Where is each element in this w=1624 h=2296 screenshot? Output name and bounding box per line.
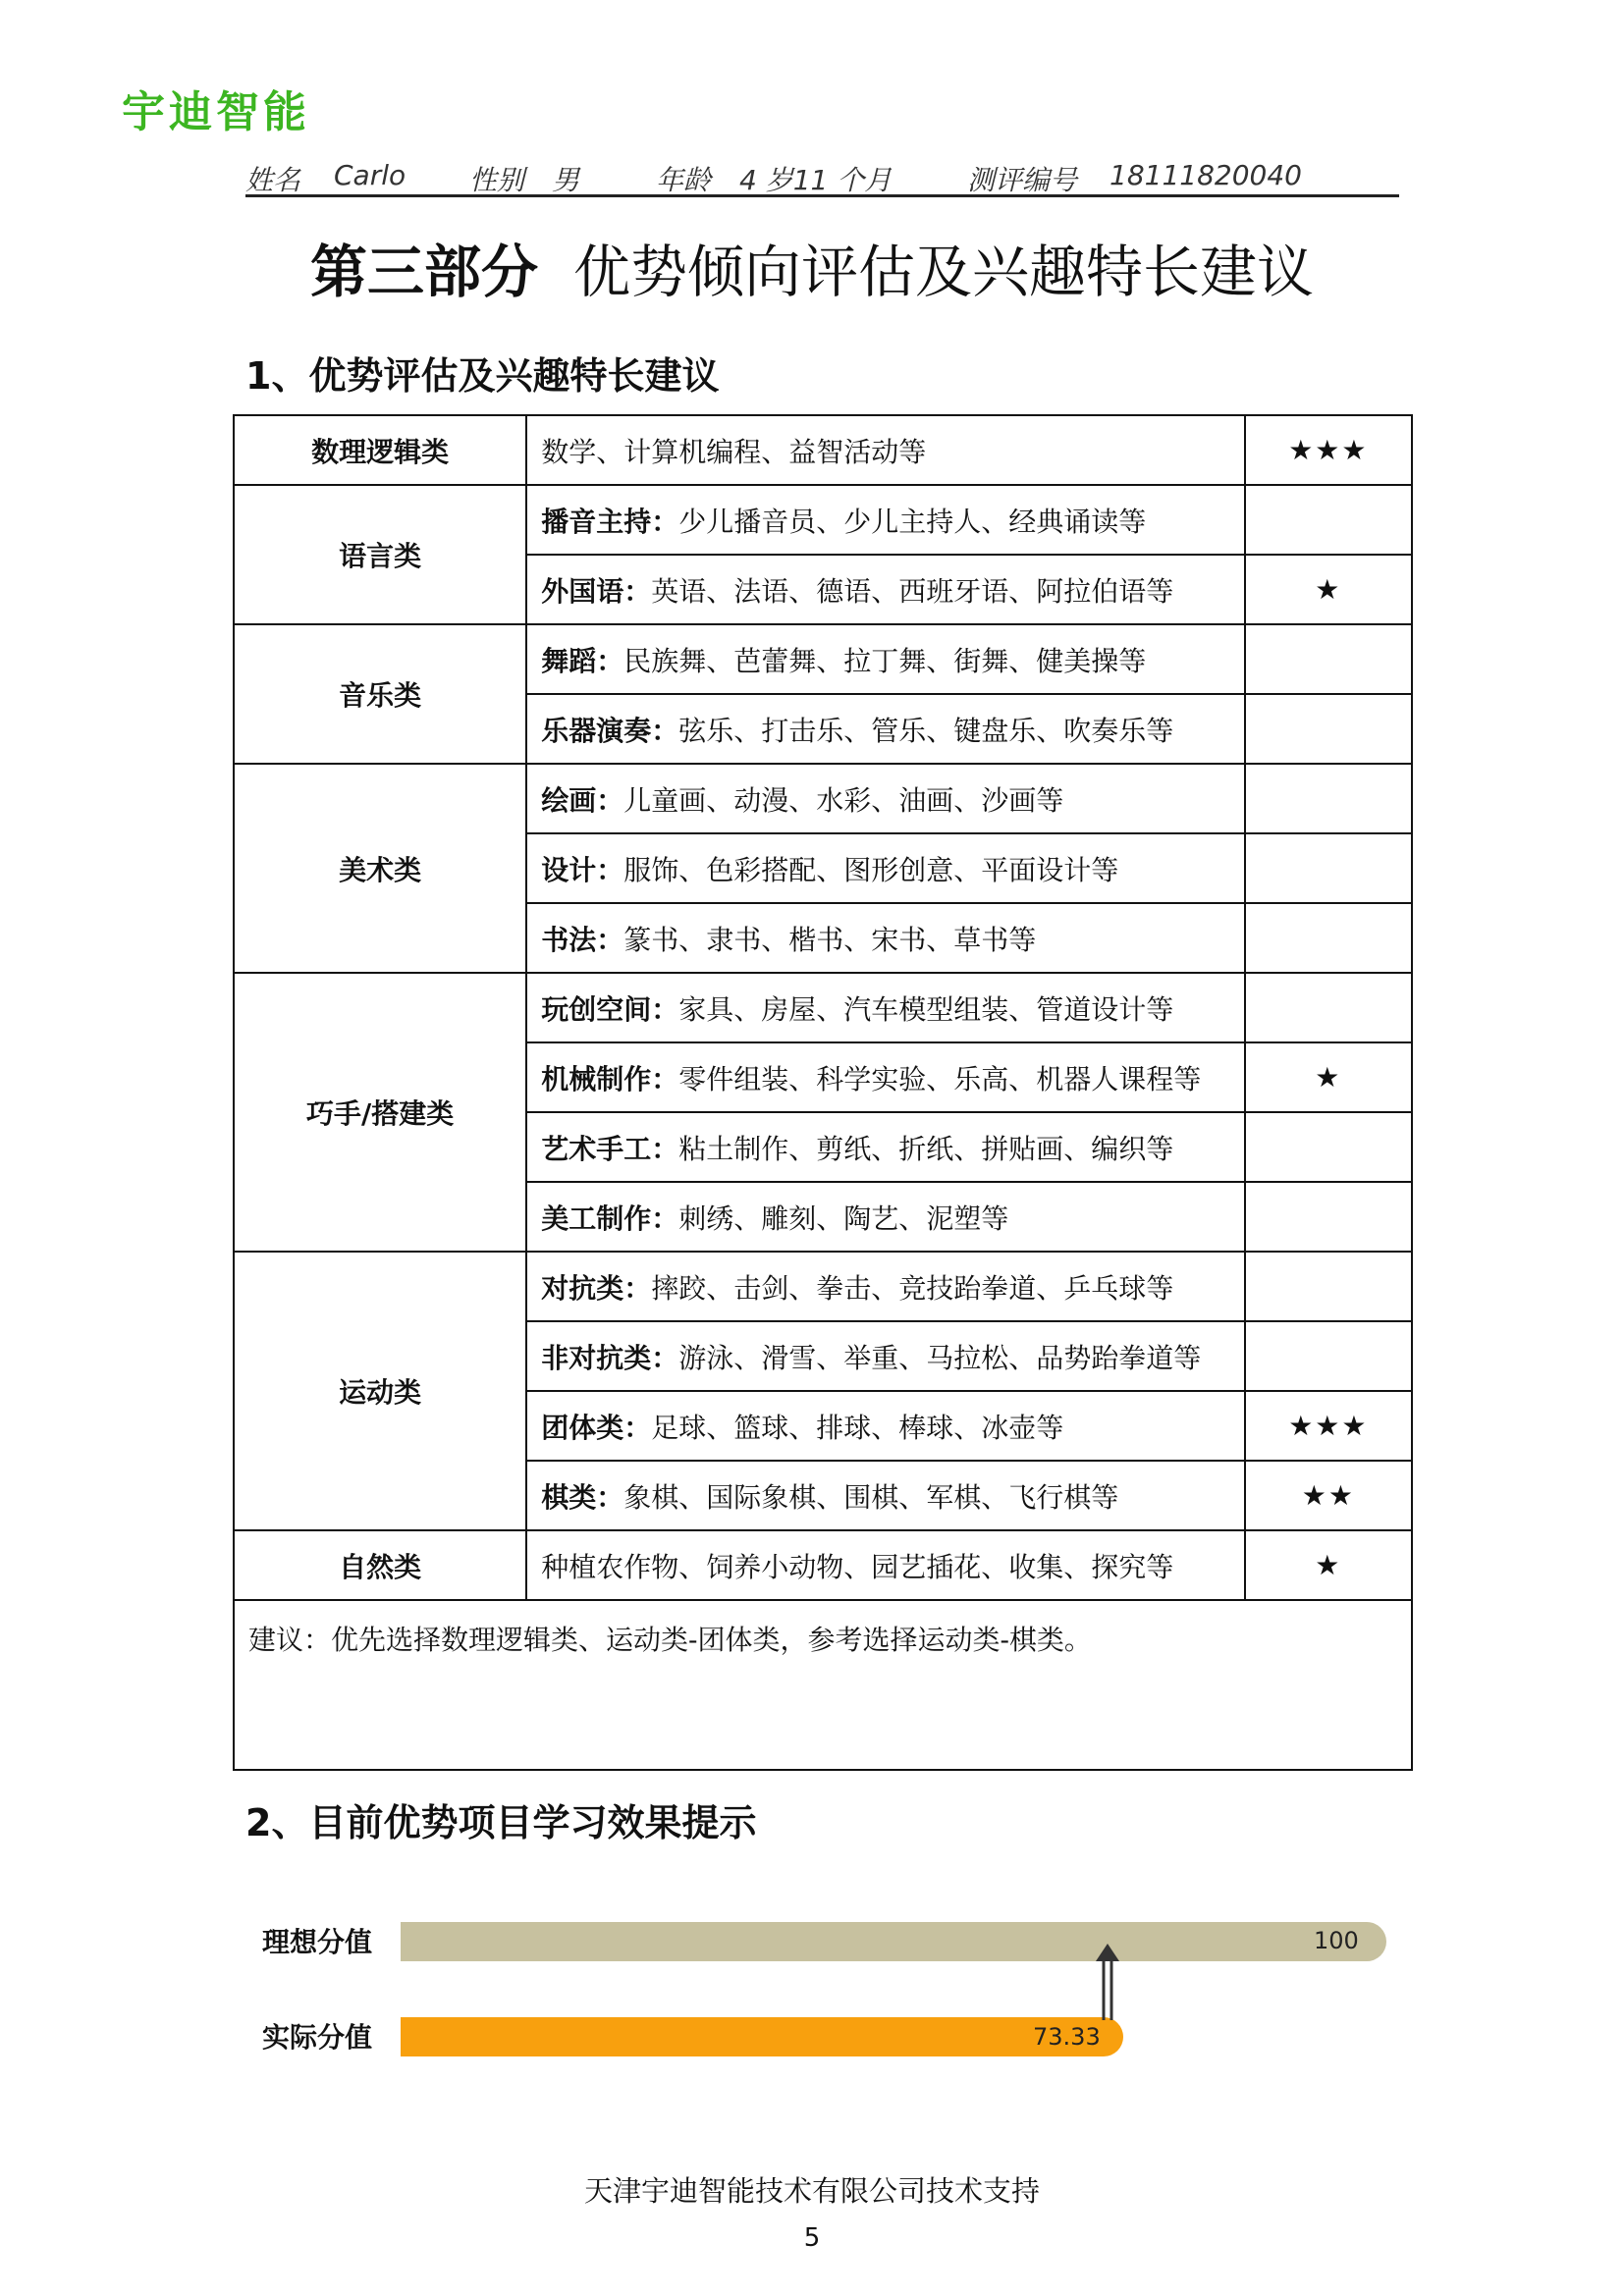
category-cell: 语言类 <box>234 485 526 624</box>
star-rating: ★ <box>1245 1530 1412 1600</box>
actual-score-value: 73.33 <box>1033 2023 1101 2051</box>
description-cell <box>526 415 1244 485</box>
test-id-value: 18111820040 <box>1110 159 1302 191</box>
table-row <box>234 415 1412 485</box>
star-rating <box>1245 833 1412 903</box>
description-text: 弦乐、打击乐、管乐、键盘乐、吹奏乐等 <box>678 714 1174 747</box>
description-cell <box>526 694 1244 764</box>
category-cell: 运动类 <box>234 1252 526 1530</box>
subcategory-label: 播音主持： <box>541 505 679 538</box>
subcategory-label: 对抗类： <box>541 1271 652 1305</box>
advice-text: 建议：优先选择数理逻辑类、运动类-团体类，参考选择运动类-棋类。 <box>234 1600 1412 1770</box>
description-text: 英语、法语、德语、西班牙语、阿拉伯语等 <box>651 574 1174 608</box>
student-info-bar <box>245 157 1399 197</box>
table-row <box>234 973 1412 1042</box>
category-cell: 美术类 <box>234 764 526 973</box>
star-rating <box>1245 1252 1412 1321</box>
star-rating <box>1245 624 1412 694</box>
subcategory-label: 舞蹈： <box>541 644 624 677</box>
star-rating <box>1245 764 1412 833</box>
description-text: 数学、计算机编程、益智活动等 <box>541 435 927 468</box>
category-cell: 音乐类 <box>234 624 526 764</box>
title-text: 优势倾向评估及兴趣特长建议 <box>573 239 1315 305</box>
description-text: 刺绣、雕刻、陶艺、泥塑等 <box>678 1201 1009 1235</box>
advice-row <box>234 1600 1412 1770</box>
age-value: 4 岁11 个月 <box>739 164 893 196</box>
table-row <box>234 485 1412 555</box>
description-text: 服饰、色彩搭配、图形创意、平面设计等 <box>623 853 1119 886</box>
star-rating <box>1245 694 1412 764</box>
description-cell <box>526 1252 1244 1321</box>
description-text: 粘土制作、剪纸、折纸、拼贴画、编织等 <box>678 1132 1174 1165</box>
table-row <box>234 1530 1412 1600</box>
category-cell: 巧手/搭建类 <box>234 973 526 1252</box>
subcategory-label: 乐器演奏： <box>541 714 679 747</box>
description-cell <box>526 1461 1244 1530</box>
description-cell <box>526 624 1244 694</box>
subcategory-label: 玩创空间： <box>541 992 679 1026</box>
score-arrow-icon <box>1090 1944 1129 2022</box>
page-title <box>0 226 1624 308</box>
subcategory-label: 绘画： <box>541 783 624 817</box>
ideal-score-bar <box>401 1922 1386 1961</box>
assessment-table <box>233 414 1413 1771</box>
section1-heading: 1、优势评估及兴趣特长建议 <box>245 354 720 398</box>
subcategory-label: 非对抗类： <box>541 1341 679 1374</box>
star-rating: ★★★ <box>1245 1391 1412 1461</box>
description-text: 种植农作物、饲养小动物、园艺插花、收集、探究等 <box>541 1550 1174 1583</box>
description-cell <box>526 833 1244 903</box>
category-cell: 数理逻辑类 <box>234 415 526 485</box>
description-text: 零件组装、科学实验、乐高、机器人课程等 <box>678 1062 1202 1095</box>
star-rating <box>1245 973 1412 1042</box>
description-text: 摔跤、击剑、拳击、竞技跆拳道、乒乓球等 <box>651 1271 1174 1305</box>
subcategory-label: 美工制作： <box>541 1201 679 1235</box>
subcategory-label: 团体类： <box>541 1411 652 1444</box>
subcategory-label: 机械制作： <box>541 1062 679 1095</box>
star-rating: ★ <box>1245 1042 1412 1112</box>
description-text: 游泳、滑雪、举重、马拉松、品势跆拳道等 <box>678 1341 1202 1374</box>
footer-company: 天津宇迪智能技术有限公司技术支持 <box>583 2174 1040 2208</box>
table-row <box>234 764 1412 833</box>
star-rating <box>1245 1112 1412 1182</box>
description-text: 篆书、隶书、楷书、宋书、草书等 <box>623 923 1037 956</box>
description-cell <box>526 903 1244 973</box>
subcategory-label: 艺术手工： <box>541 1132 679 1165</box>
description-cell <box>526 1182 1244 1252</box>
subcategory-label: 设计： <box>541 853 624 886</box>
name-label: 姓名 <box>245 164 301 196</box>
description-text: 民族舞、芭蕾舞、拉丁舞、街舞、健美操等 <box>623 644 1147 677</box>
subcategory-label: 外国语： <box>541 574 652 608</box>
test-id-label: 测评编号 <box>967 164 1078 196</box>
actual-score-label: 实际分值 <box>262 2021 373 2054</box>
description-cell <box>526 485 1244 555</box>
description-cell <box>526 764 1244 833</box>
star-rating <box>1245 903 1412 973</box>
table-row <box>234 1252 1412 1321</box>
description-text: 儿童画、动漫、水彩、油画、沙画等 <box>623 783 1064 817</box>
page-number: 5 <box>803 2223 821 2253</box>
company-logo: 宇迪智能 <box>122 87 310 137</box>
description-cell <box>526 973 1244 1042</box>
star-rating: ★★★ <box>1245 415 1412 485</box>
subcategory-label: 书法： <box>541 923 624 956</box>
category-cell: 自然类 <box>234 1530 526 1600</box>
description-cell <box>526 1530 1244 1600</box>
description-cell <box>526 1321 1244 1391</box>
ideal-score-label: 理想分值 <box>262 1926 373 1958</box>
gender-value: 男 <box>552 164 580 196</box>
description-cell <box>526 1391 1244 1461</box>
age-label: 年龄 <box>656 164 712 196</box>
star-rating <box>1245 1321 1412 1391</box>
star-rating <box>1245 485 1412 555</box>
part-label: 第三部分 <box>309 239 538 305</box>
star-rating: ★★ <box>1245 1461 1412 1530</box>
description-cell <box>526 555 1244 624</box>
star-rating <box>1245 1182 1412 1252</box>
section2-heading: 2、目前优势项目学习效果提示 <box>245 1801 757 1844</box>
star-rating: ★ <box>1245 555 1412 624</box>
actual-score-bar <box>401 2017 1123 2056</box>
description-text: 少儿播音员、少儿主持人、经典诵读等 <box>678 505 1147 538</box>
description-cell <box>526 1042 1244 1112</box>
description-text: 家具、房屋、汽车模型组装、管道设计等 <box>678 992 1174 1026</box>
ideal-score-value: 100 <box>1314 1927 1359 1954</box>
description-cell <box>526 1112 1244 1182</box>
gender-label: 性别 <box>469 164 525 196</box>
subcategory-label: 棋类： <box>541 1480 624 1514</box>
name-value: Carlo <box>334 159 406 191</box>
description-text: 足球、篮球、排球、棒球、冰壶等 <box>651 1411 1064 1444</box>
table-row <box>234 624 1412 694</box>
description-text: 象棋、国际象棋、围棋、军棋、飞行棋等 <box>623 1480 1119 1514</box>
